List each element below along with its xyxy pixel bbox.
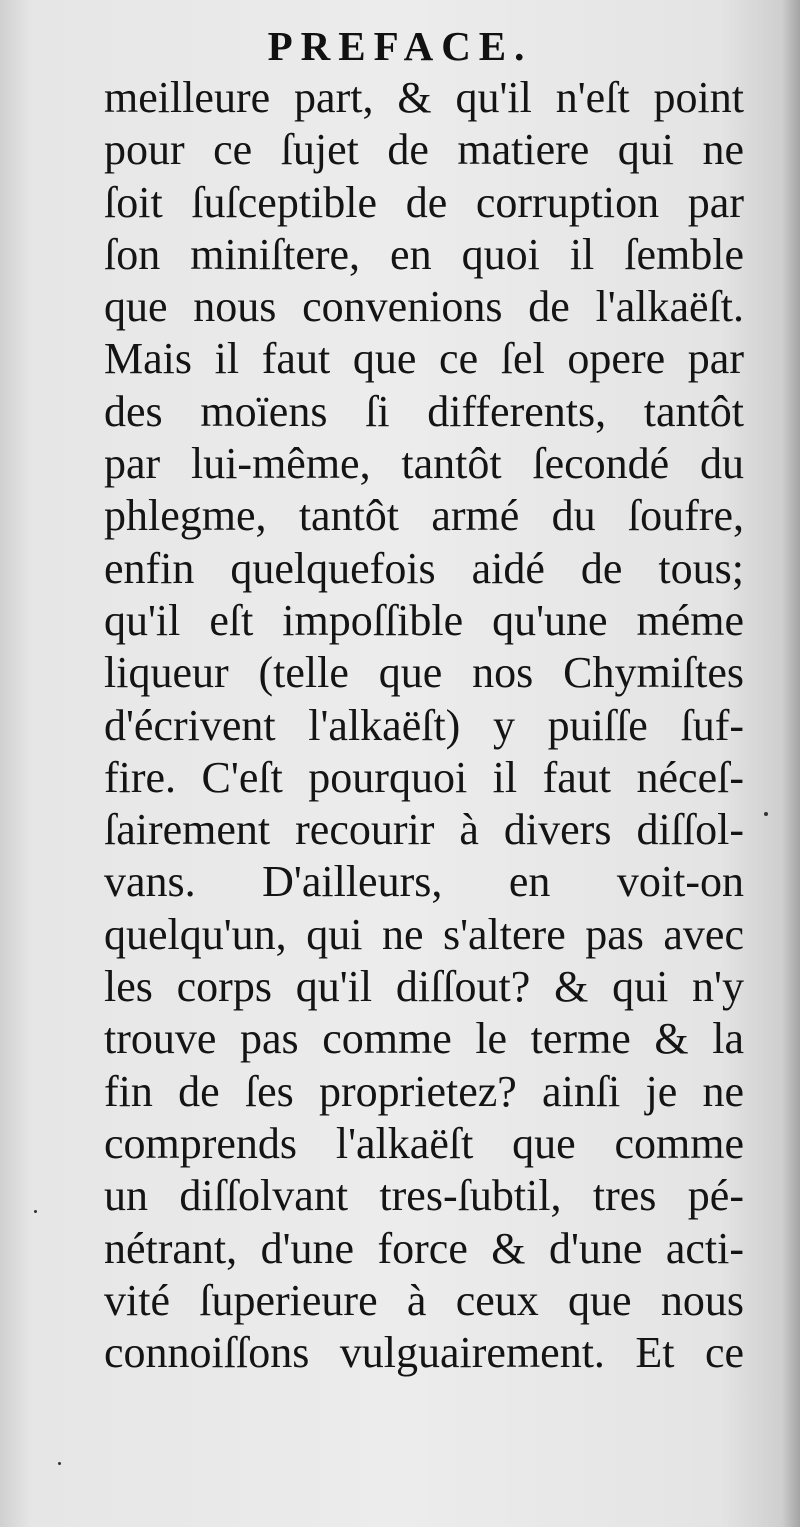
text-line: des moïens ſi differents, tantôt xyxy=(104,386,744,436)
text-line: quelqu'un, qui ne s'altere pas avec xyxy=(104,909,744,959)
text-line: les corps qu'il diſſout? & qui n'y xyxy=(104,962,744,1012)
text-line: connoiſſons vulguairement. Et ce xyxy=(104,1328,744,1378)
text-line: vans. D'ailleurs, en voit-on xyxy=(104,857,744,907)
ink-speck xyxy=(34,1210,37,1213)
text-line: vité ſuperieure à ceux que nous xyxy=(104,1275,744,1325)
text-line: que nous convenions de l'alkaëſt. xyxy=(104,282,744,332)
text-line: par lui-même, tantôt ſecondé du xyxy=(104,439,744,489)
text-line: enfin quelquefois aidé de tous; xyxy=(104,543,744,593)
ink-speck xyxy=(764,812,768,816)
text-line: liqueur (telle que nos Chymiſtes xyxy=(104,648,744,698)
running-head: PREFACE. xyxy=(267,23,533,69)
text-line: trouve pas comme le terme & la xyxy=(104,1014,744,1064)
text-line: Mais il faut que ce ſel opere par xyxy=(104,334,744,384)
body-text xyxy=(104,72,744,1379)
text-line: nétrant, d'une force & d'une acti- xyxy=(104,1223,744,1273)
text-line: qu'il eſt impoſſible qu'une méme xyxy=(104,595,744,645)
text-line: phlegme, tantôt armé du ſoufre, xyxy=(104,491,744,541)
ink-speck xyxy=(58,1462,61,1465)
text-line: ſoit ſuſceptible de corruption par xyxy=(104,177,744,227)
text-line: fire. C'eſt pourquoi il faut néceſ- xyxy=(104,752,744,802)
text-line: ſairement recourir à divers diſſol- xyxy=(104,805,744,855)
text-line: meilleure part, & qu'il n'eſt point xyxy=(104,73,744,122)
text-line: pour ce ſujet de matiere qui ne xyxy=(104,125,744,175)
text-line: d'écrivent l'alkaëſt) y puiſſe ſuf- xyxy=(104,700,744,750)
text-line: comprends l'alkaëſt que comme xyxy=(104,1118,744,1168)
text-line: un diſſolvant tres-ſubtil, tres pé- xyxy=(104,1171,744,1221)
text-line: ſon miniſtere, en quoi il ſemble xyxy=(104,229,744,279)
text-line: fin de ſes proprietez? ainſi je ne xyxy=(104,1066,744,1116)
page-edge-shadow xyxy=(782,0,800,1527)
